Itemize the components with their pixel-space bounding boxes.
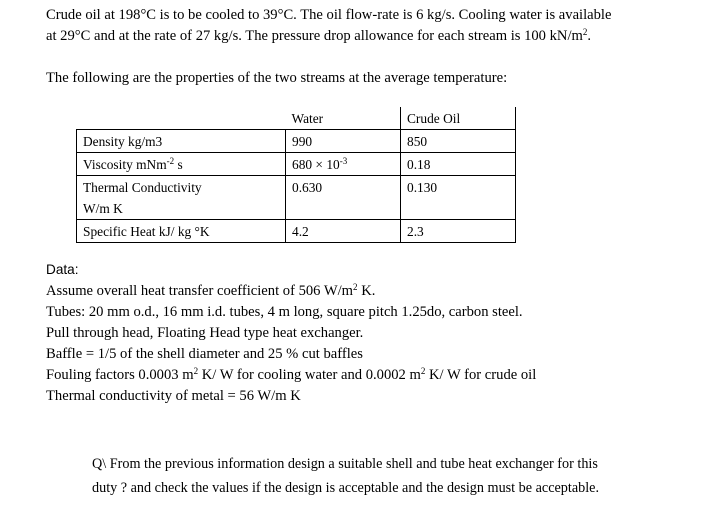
table-row <box>77 220 516 243</box>
question <box>92 452 682 500</box>
intro-line-1: Crude oil at 198°C is to be cooled to 39°C. The oil flow-rate is 6 kg/s. Cooling water is available <box>46 7 612 23</box>
crude-viscosity: 0.18 <box>401 153 516 176</box>
property-viscosity: Viscosity mNm$^{-2}$ s <box>77 153 286 176</box>
property-specific-heat: Specific Heat kJ/ kg °K <box>77 220 286 243</box>
water-viscosity: $680 \times 10^{-3}$ <box>286 153 401 176</box>
header-property <box>77 107 286 130</box>
data-fouling: Fouling factors 0.0003 $m^2$ K/ W for cooling water and 0.0002 $m^2$ K/ W for crude oil <box>46 366 537 383</box>
header-water: Water <box>286 107 401 130</box>
table-row <box>77 176 516 220</box>
question-line-2: duty ? and check the values if the design is acceptable and the design must be acceptable. <box>92 480 600 496</box>
properties-table <box>76 107 516 243</box>
question-line-1: Q\ From the previous information design a suitable shell and tube heat exchanger for this <box>92 456 598 472</box>
data-baffle: Baffle = 1/5 of the shell diameter and 25 % cut baffles <box>46 346 363 362</box>
data-label: Data: <box>46 262 79 277</box>
data-head-type: Pull through head, Floating Head type heat exchanger. <box>46 325 364 341</box>
data-tubes: Tubes: 20 mm o.d., 16 mm i.d. tubes, 4 m long, square pitch 1.25do, carbon steel. <box>46 304 523 320</box>
intro-line-2: at 29°C and at the rate of 27 kg/s. The pressure drop allowance for each stream is 100 $kN/m^2$. <box>46 27 592 44</box>
data-metal-conductivity: Thermal conductivity of metal = 56 W/m K <box>46 388 301 404</box>
water-specific-heat: 4.2 <box>286 220 401 243</box>
crude-specific-heat: 2.3 <box>401 220 516 243</box>
header-crude-oil: Crude Oil <box>401 107 516 130</box>
data-overall-u: Assume overall heat transfer coefficient of 506 $W/m^2$ K. <box>46 282 376 299</box>
water-thermal-conductivity: 0.630 <box>286 176 401 220</box>
water-density: 990 <box>286 130 401 153</box>
table-row <box>77 153 516 176</box>
property-thermal-conductivity: Thermal Conductivity W/m K <box>77 176 286 220</box>
property-density: Density kg/m3 <box>77 130 286 153</box>
table-row <box>77 130 516 153</box>
properties-heading: The following are the properties of the two streams at the average temperature: <box>46 70 508 86</box>
crude-thermal-conductivity: 0.130 <box>401 176 516 220</box>
table-header-row <box>77 107 516 130</box>
crude-density: 850 <box>401 130 516 153</box>
